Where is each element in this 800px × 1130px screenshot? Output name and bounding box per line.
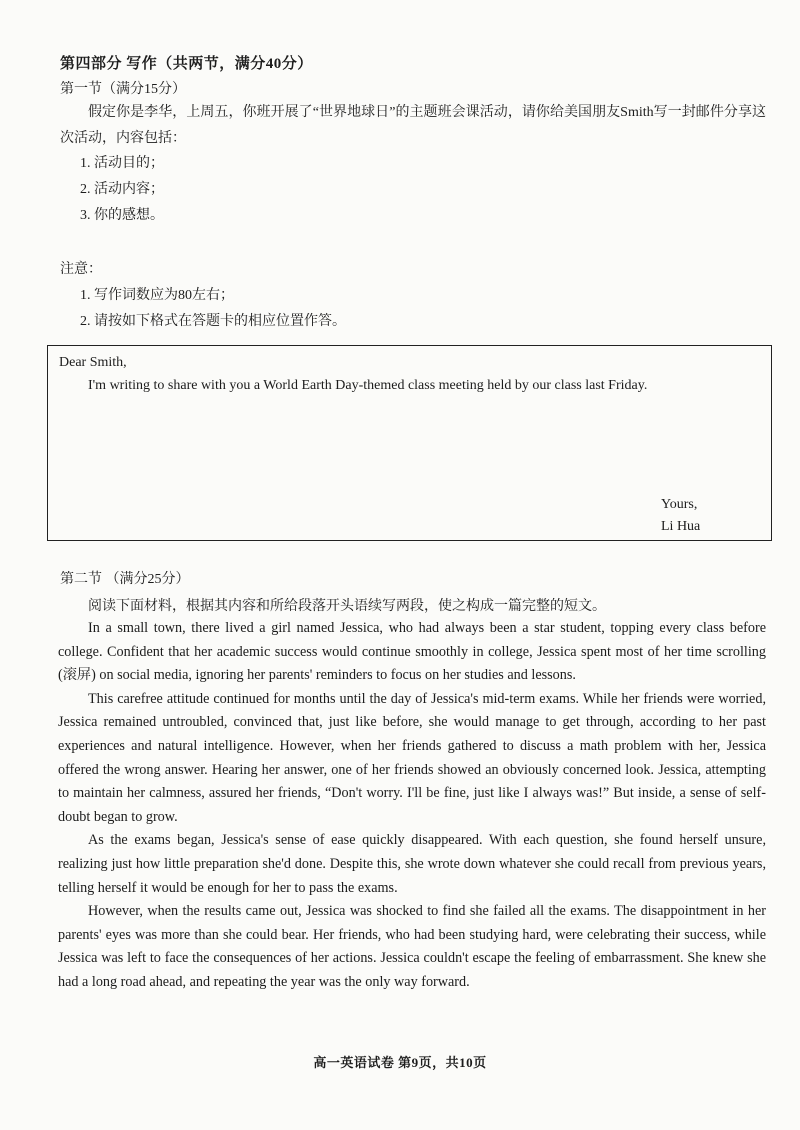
passage-paragraph-2: This carefree attitude continued for months until the day of Jessica's mid-term exams. While her friends were worried, Jessica remained untroubled, convinced that, just like before, she would manage to get through, according to her past experiences and natural intelligence. However, when her friends gathered to discuss a math problem with her, Jessica offered the wrong answer. Hearing her answer, one of her friends showed an obviously concerned look. Jessica, attempting to maintain her calmness, assured her friends, “Don't worry. I'll be fine, just like I always was!” But inside, a sense of self-doubt began to grow. (58, 690, 766, 825)
letter-signature: Li Hua (661, 519, 701, 534)
notes-label: 注意： (60, 262, 102, 277)
section2-heading: 第二节 （满分25分） (60, 572, 190, 587)
passage-paragraph-1: In a small town, there lived a girl named Jessica, who had always been a star student, topping every class before college. Confident that her academic success would continue smoothly in college, Jessica spent most of her time scrolling (滚屏) on social media, ignoring her parents' reminders to focus on her studies and lessons. (58, 620, 766, 684)
section1-task: 假定你是李华，上周五，你班开展了“世界地球日”的主题班会课活动，请你给美国朋友Smith写一封邮件分享这次活动，内容包括： (60, 105, 766, 146)
task-point-2: 2. 活动内容； (80, 182, 164, 197)
passage-paragraph-4: However, when the results came out, Jessica was shocked to find she failed all the exams. The disappointment in her parents' eyes was more than she could bear. Her friends, who had been studying hard, were celebrating their success, while Jessica was left to face the consequences of her actions. Jessica couldn't escape the feeling of embarrassment. She knew she had a long road ahead, and repeating the year was the only way forward. (58, 903, 766, 990)
task-point-3: 3. 你的感想。 (80, 208, 164, 223)
section2-instruction: 阅读下面材料，根据其内容和所给段落开头语续写两段，使之构成一篇完整的短文。 (88, 599, 606, 614)
task-point-1: 1. 活动目的； (80, 156, 164, 171)
note-1: 1. 写作词数应为80左右； (80, 288, 234, 303)
page-footer: 高一英语试卷 第9页，共10页 (313, 1055, 487, 1070)
letter-first-line: I'm writing to share with you a World Earth Day-themed class meeting held by our class last Friday. (88, 378, 648, 393)
section1-heading: 第一节（满分15分） (60, 82, 186, 97)
letter-answer-box (47, 345, 772, 541)
part-heading: 第四部分 写作（共两节，满分40分） (60, 56, 313, 72)
letter-greeting: Dear Smith, (59, 355, 127, 370)
reading-passage (58, 617, 766, 995)
letter-closing: Yours, (661, 497, 698, 512)
passage-paragraph-3: As the exams began, Jessica's sense of ease quickly disappeared. With each question, she found herself unsure, realizing just how little preparation she'd done. Despite this, she wrote down whatever she could recall from previous years, telling herself it would be enough for her to pass the exams. (58, 832, 766, 896)
note-2: 2. 请按如下格式在答题卡的相应位置作答。 (80, 314, 346, 329)
